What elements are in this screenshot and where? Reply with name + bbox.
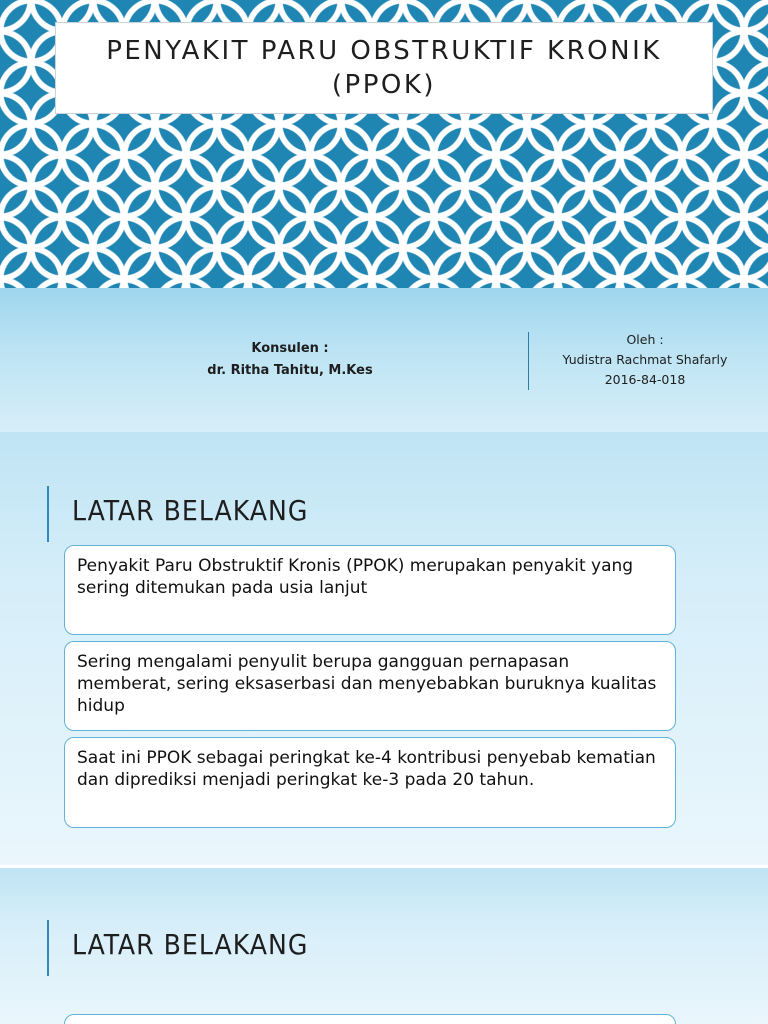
vertical-divider [528, 332, 529, 390]
content-card [64, 641, 676, 731]
content-card [64, 545, 676, 635]
background-slide-1 [0, 432, 768, 865]
konsulen-label: Konsulen : [251, 341, 329, 356]
card-text: Sering mengalami penyulit berupa gangguan pernapasan memberat, sering eksaserbasi dan menyebabkan buruknya kualitas hidup [77, 652, 657, 716]
heading-accent-bar [47, 486, 49, 542]
author-id: 2016-84-018 [604, 372, 686, 387]
background-slide-2 [0, 868, 768, 1024]
konsulen-name: dr. Ritha Tahitu, M.Kes [207, 363, 373, 378]
slide-heading: LATAR BELAKANG [72, 494, 309, 527]
heading-accent-bar [47, 920, 49, 976]
content-card [64, 1014, 676, 1024]
oleh-label: Oleh : [626, 332, 664, 347]
presenter-info-band [0, 288, 768, 432]
title-box [55, 22, 713, 114]
author-name: Yudistra Rachmat Shafarly [562, 352, 728, 367]
card-text: Saat ini PPOK sebagai peringkat ke-4 kontribusi penyebab kematian dan diprediksi menjadi peringkat ke-3 pada 20 tahun. [77, 748, 656, 790]
content-card [64, 737, 676, 828]
card-text: Penyakit Paru Obstruktif Kronis (PPOK) merupakan penyakit yang sering ditemukan pada usia lanjut [77, 556, 634, 598]
konsulen-block [160, 338, 420, 382]
title-slide [0, 0, 768, 432]
author-block [545, 330, 745, 390]
slide-heading: LATAR BELAKANG [72, 928, 309, 961]
slide-title: PENYAKIT PARU OBSTRUKTIF KRONIK (PPOK) [106, 36, 662, 100]
